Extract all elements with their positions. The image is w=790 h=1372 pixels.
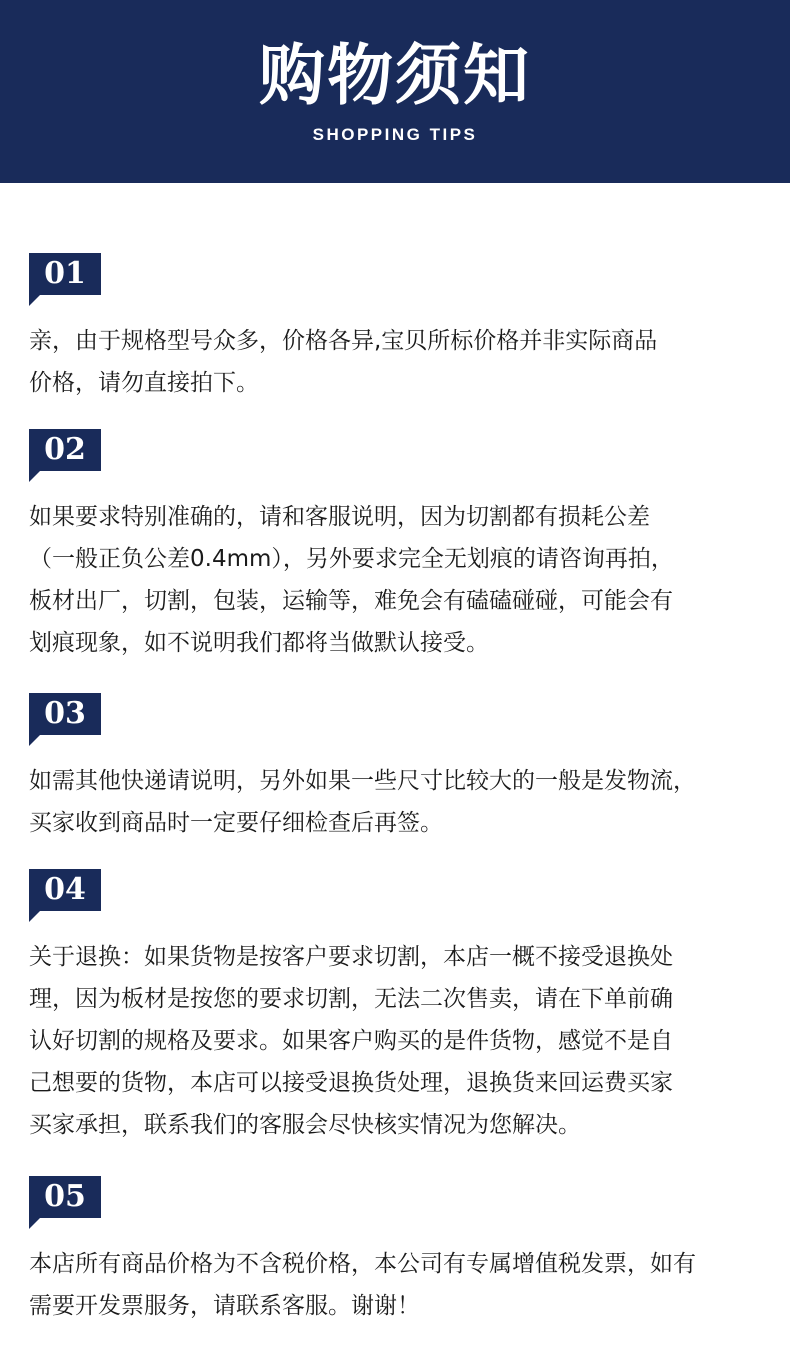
- section-number-badge: 02: [29, 429, 101, 471]
- tip-text: 本店所有商品价格为不含税价格，本公司有专属增值税发票，如有 需要开发票服务，请联系客服。谢谢！: [29, 1251, 696, 1319]
- tip-text: 关于退换：如果货物是按客户要求切割，本店一概不接受退换处 理，因为板材是按您的要求切割，无法二次售卖，请在下单前确 认好切割的规格及要求。如果客户购买的是件货物，感觉不是自 己想要的货物，本店可以接受退换货处理，退换货来回运费买家 买家承担，联系我们的客服会尽快核实情况为您解决。: [29, 944, 673, 1138]
- tip-text: 亲，由于规格型号众多，价格各异,宝贝所标价格并非实际商品 价格，请勿直接拍下。: [29, 328, 658, 396]
- badge-tail-decoration: [29, 911, 40, 922]
- tip-text: 如果要求特别准确的，请和客服说明，因为切割都有损耗公差 （一般正负公差0.4mm），另外要求完全无划痕的请咨询再拍， 板材出厂，切割，包装，运输等，难免会有磕磕碰碰，可能会有 划痕现象，如不说明我们都将当做默认接受。: [29, 504, 674, 656]
- badge-tail-decoration: [29, 735, 40, 746]
- section-number-badge: 05: [29, 1176, 101, 1218]
- header-banner: [0, 0, 790, 183]
- page-title: 购物须知: [259, 37, 531, 114]
- section-number-badge: 03: [29, 693, 101, 735]
- badge-tail-decoration: [29, 1218, 40, 1229]
- badge-tail-decoration: [29, 471, 40, 482]
- page-subtitle: SHOPPING TIPS: [312, 125, 478, 144]
- section-number-badge: 01: [29, 253, 101, 295]
- section-number-badge: 04: [29, 869, 101, 911]
- badge-tail-decoration: [29, 295, 40, 306]
- tip-text: 如需其他快递请说明，另外如果一些尺寸比较大的一般是发物流， 买家收到商品时一定要仔细检查后再签。: [29, 768, 696, 836]
